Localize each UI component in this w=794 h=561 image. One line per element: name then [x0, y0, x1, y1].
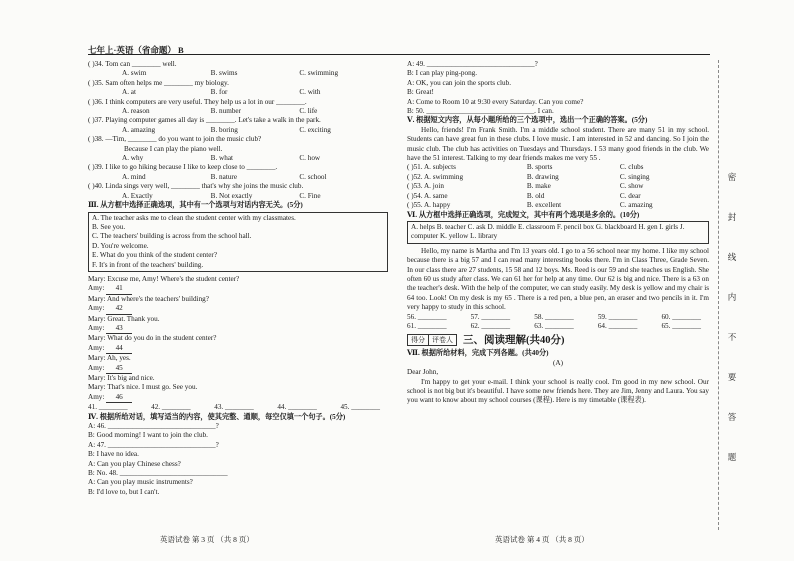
answer-option: C. dear	[619, 191, 641, 200]
dialog-line: A: 47. ______________________________?	[88, 440, 219, 449]
section-heading: Ⅳ. 根据所给对话，填写适当的内容，使其完整、通顺，每空仅填一个句子。(5分)	[88, 412, 346, 421]
seal-char: 线	[727, 252, 737, 262]
reading-passage: Hello, my name is Martha and I'm 13 years old. I go to a 56 school near my home. I like my school because there is a big 57 and I can read many interesting books there. I'm in Class Three, Grade Seven. In our class there are 27 students, 15 58 and 12 boys. Ms. Reed is our 59 and she teaches us English. She often 60 us study after class. We can 61 her for help at any time. Our 62 is big and nice. There is a 63 on the teacher's desk. With the help of the computer, we can study easily. My desk is yellow and my chair is 64 too. Look! On my desk is my 65 . There is a red pen, a blue pen, an eraser and two pencils in it. I'm very happy to study in this school.	[407, 246, 709, 312]
answer-option: ( )55. A. happy	[407, 201, 451, 210]
answer-option: C. clubs	[619, 163, 644, 172]
cloze-option-row	[407, 173, 709, 182]
dialog-line: A: OK, you can join the sports club.	[407, 78, 512, 87]
answer-blank: 57. ________	[470, 312, 511, 321]
dialog-line: Amy: 41	[88, 284, 388, 294]
seal-char: 要	[727, 372, 737, 382]
answer-options	[88, 107, 388, 116]
seal-char: 题	[727, 452, 737, 462]
seal-char: 密	[727, 172, 737, 182]
answer-blank: 45. ________	[340, 403, 380, 412]
left-column	[88, 60, 388, 497]
score-cell: 评卷人	[432, 336, 453, 345]
option-box	[88, 212, 388, 272]
answer-blank: 41. ________	[88, 403, 128, 412]
dialog-line: Mary: Excuse me, Amy! Where's the student center?	[88, 274, 240, 283]
answer-option: B. boring	[210, 125, 238, 134]
dialog-line: A: 49. ______________________________?	[407, 60, 538, 68]
cloze-option-row	[407, 163, 709, 172]
answer-option: A. amazing	[122, 125, 156, 134]
blank: 43	[106, 324, 132, 334]
footer-page-3: 英语试卷 第 3 页 （共 8 页）	[160, 535, 254, 544]
section-heading: Ⅲ. 从方框中选择正确选项，其中有一个选项与对话内容无关。(5分)	[88, 201, 303, 210]
answer-option: B. old	[526, 191, 545, 200]
answer-option: B. nature	[210, 172, 238, 181]
dialog-line: Amy: 43	[88, 324, 388, 334]
question-stem: ( )35. Sam often helps me ________ my biology.	[88, 78, 229, 87]
answer-blank: 61. ________	[407, 321, 447, 330]
answer-option: B. excellent	[526, 201, 562, 210]
cloze-option-row	[407, 182, 709, 191]
score-box	[407, 334, 457, 346]
answer-blank: 56. ________	[407, 312, 447, 321]
answer-option: C. exciting	[299, 125, 331, 134]
blank: 45	[106, 364, 132, 374]
answer-option: A. swim	[122, 69, 147, 78]
answer-option: A. Exactly	[122, 191, 153, 200]
box-option: D. You're welcome.	[92, 241, 149, 250]
answer-option: ( )53. A. join	[407, 182, 444, 191]
blank: 44	[106, 344, 132, 354]
dialog-line: A: 46. ______________________________?	[88, 422, 219, 431]
box-option: A. The teacher asks me to clean the student center with my classmates.	[92, 213, 296, 222]
dialog-line: Amy: 44	[88, 344, 388, 354]
answer-options	[88, 69, 388, 78]
box-option: C. The teachers' building is across from the school hall.	[92, 232, 252, 241]
answer-option: C. school	[299, 172, 327, 181]
question-stem: ( )38. —Tim, ________ do you want to join the music club?	[88, 135, 262, 144]
answer-options	[88, 88, 388, 97]
dialog-line: B: I can play ping-pong.	[407, 69, 478, 78]
answer-row	[407, 313, 709, 322]
answer-options	[88, 173, 388, 182]
answer-blank: 59. ________	[597, 312, 638, 321]
dialog-line: A: Can you play Chinese chess?	[88, 459, 181, 468]
blank: 46	[106, 393, 132, 403]
header-rule	[88, 54, 710, 55]
answer-option: B. make	[526, 182, 551, 191]
section-heading: Ⅴ. 根据短文内容，从每小题所给的三个选项中，选出一个正确的答案。(5分)	[407, 116, 648, 125]
box-option: B. See you.	[92, 222, 126, 231]
cloze-passage: Hello, friends! I'm Frank Smith. I'm a middle school student. There are many 51 in my school. Students can have great fun in these clubs. I love music. I am interested in 52 and dancing. So I join the music club. The club has activities on Tuesdays and Thursdays. I 53 many good friends in the club. We have the 51 interest. Talking to my dear friends makes me very 55 .	[407, 125, 709, 163]
answer-blank: 60. ________	[661, 312, 701, 321]
page-header: 七年上·英语（省命题） B	[88, 45, 184, 55]
question-stem: ( )40. Linda sings very well, ________ that's why she joins the music club.	[88, 182, 304, 191]
dialog-line: B: Great!	[407, 88, 434, 97]
dialog-line: Mary: What do you do in the student center?	[88, 334, 217, 343]
dialog-line: Amy: 46	[88, 393, 388, 403]
dialog-line: B: 50. ______________________________. I can.	[407, 107, 554, 116]
dialog-line: B: I'd love to, but I can't.	[88, 487, 160, 496]
score-cell: 得分	[408, 335, 429, 345]
seal-char: 答	[727, 412, 737, 422]
answer-option: B. number	[210, 107, 242, 116]
answer-option: B. drawing	[526, 172, 559, 181]
answer-option: B. swims	[210, 69, 238, 78]
answer-option: C. amazing	[619, 201, 653, 210]
answer-option: B. for	[210, 88, 228, 97]
dialog-line: B: I have no idea.	[88, 450, 139, 459]
answer-option: C. show	[619, 182, 644, 191]
part-title: 三、阅读理解(共40分)	[463, 334, 565, 346]
answer-row	[88, 403, 388, 412]
dialog-line: Amy: 45	[88, 364, 388, 374]
answer-option: C. with	[299, 88, 321, 97]
answer-option: A. mind	[122, 172, 146, 181]
question-stem-cont: Because I can play the piano well.	[124, 144, 223, 153]
answer-option: C. how	[299, 154, 321, 163]
blank: 42	[106, 304, 132, 314]
dialog-line: B: Good morning! I want to join the club.	[88, 431, 208, 440]
answer-option: C. swimming	[299, 69, 339, 78]
dialog-line: Mary: And where's the teachers' building?	[88, 294, 209, 303]
answer-option: B. what	[210, 154, 234, 163]
cloze-option-row	[407, 201, 709, 210]
dialog-line: Amy: 42	[88, 304, 388, 314]
question-stem: ( )37. Playing computer games all day is ________. Let's take a walk in the park.	[88, 116, 321, 125]
question-stem: ( )39. I like to go hiking because I like to keep close to ________.	[88, 163, 278, 172]
answer-option: A. reason	[122, 107, 150, 116]
answer-option: A. at	[122, 88, 136, 97]
section-heading: Ⅵ. 从方框中选择正确选项，完成短文，其中有两个选项是多余的。(10分)	[407, 210, 640, 219]
dialog-line: A: Can you play music instruments?	[88, 478, 193, 487]
answer-option: ( )54. A. same	[407, 191, 448, 200]
answer-blank: 42. ________	[151, 403, 191, 412]
answer-options	[88, 154, 388, 163]
blank: 41	[106, 284, 132, 294]
letter-text: I'm happy to get your e-mail. I think your school is really cool. I'm good in my new school. Our school is not big but it's beautiful. I have some new friends here. They are Jim, Jenny and Laura. You say you want to know about my school courses (课程). Here is my timetable (课程表).	[407, 377, 709, 405]
part-heading-row	[407, 334, 709, 346]
word-box: A. helps B. teacher C. ask D. middle E. classroom F. pencil box G. blackboard H. gen I. girls J. computer K. yellow L. library	[407, 221, 709, 244]
answer-blank: 63. ________	[534, 321, 574, 330]
answer-option: B. Not exactly	[210, 191, 253, 200]
letter-text: Dear John,	[407, 368, 439, 377]
answer-row	[407, 322, 709, 331]
answer-blank: 64. ________	[597, 321, 638, 330]
answer-options	[88, 126, 388, 135]
answer-blank: 65. ________	[661, 321, 701, 330]
subsection-label: (A)	[553, 358, 563, 367]
answer-blank: 62. ________	[470, 321, 511, 330]
dialog-line: Mary: Ah, yes.	[88, 354, 131, 363]
seal-char: 封	[727, 212, 737, 222]
right-column	[407, 60, 709, 406]
answer-blank: 43. ________	[214, 403, 254, 412]
question-stem: ( )36. I think computers are very useful. They help us a lot in our ________.	[88, 97, 307, 106]
answer-option: C. singing	[619, 172, 650, 181]
dialog-line: A: Come to Room 10 at 9:30 every Saturday. Can you come?	[407, 97, 584, 106]
cloze-option-row	[407, 192, 709, 201]
answer-option: ( )52. A. swimming	[407, 172, 464, 181]
answer-blank: 44. ________	[277, 403, 317, 412]
footer-page-4: 英语试卷 第 4 页 （共 8 页）	[495, 535, 589, 544]
seal-char: 不	[727, 332, 737, 342]
answer-blank: 58. ________	[534, 312, 574, 321]
section-heading: Ⅶ. 根据所给材料，完成下列各题。(共40分)	[407, 349, 549, 358]
dialog-line: Mary: It's big and nice.	[88, 374, 155, 382]
box-option: E. What do you think of the student center?	[92, 251, 218, 260]
answer-options	[88, 192, 388, 201]
question-stem: ( )34. Tom can ________ well.	[88, 60, 177, 68]
dialog-line: Mary: That's nice. I must go. See you.	[88, 383, 198, 392]
answer-option: B. sports	[526, 163, 553, 172]
answer-option: ( )51. A. subjects	[407, 163, 456, 172]
seal-notice	[726, 172, 738, 492]
dialog-line: Mary: Great. Thank you.	[88, 314, 160, 323]
seal-line	[718, 60, 719, 530]
seal-char: 内	[727, 292, 737, 302]
answer-option: C. Fine	[299, 191, 321, 200]
answer-option: A. why	[122, 154, 144, 163]
box-option: F. It's in front of the teachers' building.	[92, 260, 204, 269]
dialog-line: B: No. 48. ______________________________	[88, 469, 228, 478]
answer-option: C. life	[299, 107, 318, 116]
